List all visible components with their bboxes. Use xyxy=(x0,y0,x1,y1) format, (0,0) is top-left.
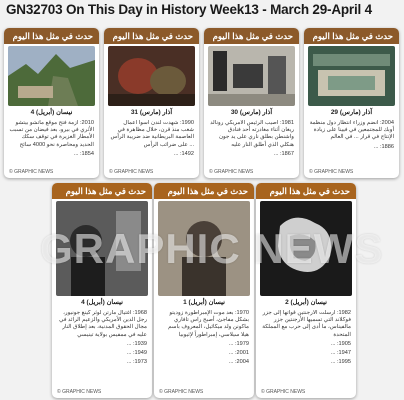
haile-selassie-photo xyxy=(158,201,250,296)
card-text xyxy=(109,120,194,164)
card-date: 4 نيسان (أبريل) xyxy=(81,299,123,306)
card-text xyxy=(309,120,394,164)
credit-label: © GRAPHIC NEWS xyxy=(9,169,54,175)
machu-picchu-photo xyxy=(8,46,95,106)
credit-label: © GRAPHIC NEWS xyxy=(309,169,354,175)
mlk-photo xyxy=(56,201,148,296)
event-paragraph: 1979: ... xyxy=(228,340,249,347)
card-date: 31 آذار (مارس) xyxy=(130,109,173,116)
card-header: حدث في مثل هذا اليوم xyxy=(204,28,299,44)
history-card[interactable] xyxy=(304,28,399,178)
card-header: حدث في مثل هذا اليوم xyxy=(304,28,399,44)
card-date: 4 نيسان (أبريل) xyxy=(30,109,73,116)
page-title: GN32703 On This Day in History Week13 - March 29-April 4 xyxy=(6,2,372,17)
event-paragraph: 1949: ... xyxy=(126,350,147,357)
event-paragraph: 1968: اغتيال مارتن لوثر كينغ جونيور، رجل الدين الأمريكي والزعيم الرائد في مجال الحقوق المدنية، بعد إطلاق النار عليه في ممفيس بولاية تينيسي xyxy=(59,310,147,338)
credit-label: © GRAPHIC NEWS xyxy=(209,169,254,175)
event-paragraph: 1982: أرسلت الأرجنتين قواتها إلى جزر فوكلاند التي تسميها الأرجنتين جزر مالفيناس، ما أدى إلى حرب مع المملكة المتحدة xyxy=(262,310,351,338)
event-paragraph: 2001: ... xyxy=(228,350,249,357)
credit-label: © GRAPHIC NEWS xyxy=(261,389,306,395)
card-header: حدث في مثل هذا اليوم xyxy=(4,28,99,44)
riot-photo xyxy=(108,46,195,106)
history-card[interactable] xyxy=(4,28,99,178)
event-paragraph: 1854: ... xyxy=(73,150,94,157)
event-paragraph: 1867: ... xyxy=(273,150,294,157)
card-date: 29 آذار (مارس) xyxy=(330,109,373,116)
history-card[interactable] xyxy=(256,183,356,398)
card-date: 2 نيسان (أبريل) xyxy=(285,299,327,306)
event-paragraph: 1970: بعد موت الإمبراطورة زوديتو بشكل مفاجئ، أصبح راس تافاري ماكونن ولد ميكائيل، المعروف باسم هيلا سيلاسي، إمبراطوراً لإثيوبيا xyxy=(168,310,249,338)
card-header: حدث في مثل هذا اليوم xyxy=(154,183,254,199)
event-paragraph: 1886: ... xyxy=(373,143,394,150)
event-paragraph: 2004: انضم وزراء انتظار دول منظمة أوبك للمجتمعين في فيينا على زيادة الإنتاج في قرار ... في العالم xyxy=(309,120,394,141)
opec-meeting-photo xyxy=(308,46,395,106)
event-paragraph: 2004: ... xyxy=(228,359,249,366)
event-paragraph: 1939: ... xyxy=(126,340,147,347)
falklands-map-photo xyxy=(260,201,352,296)
card-date: 30 آذار (مارس) xyxy=(230,109,273,116)
card-text xyxy=(57,310,147,384)
event-paragraph: 1995: ... xyxy=(330,359,351,366)
card-text xyxy=(209,120,294,164)
history-card[interactable] xyxy=(104,28,199,178)
history-card[interactable] xyxy=(52,183,152,398)
card-header: حدث في مثل هذا اليوم xyxy=(256,183,356,199)
credit-label: © GRAPHIC NEWS xyxy=(57,389,102,395)
event-paragraph: 1973: ... xyxy=(126,359,147,366)
history-card[interactable] xyxy=(154,183,254,398)
credit-label: © GRAPHIC NEWS xyxy=(109,169,154,175)
history-card[interactable] xyxy=(204,28,299,178)
card-header: حدث في مثل هذا اليوم xyxy=(104,28,199,44)
card-text xyxy=(261,310,351,384)
card-date: 1 نيسان (أبريل) xyxy=(183,299,225,306)
card-text xyxy=(159,310,249,384)
reagan-shooting-photo xyxy=(208,46,295,106)
card-text xyxy=(9,120,94,164)
watermark: GRAPHIC NEWS xyxy=(40,225,384,272)
credit-label: © GRAPHIC NEWS xyxy=(159,389,204,395)
event-paragraph: 1981: أصيب الرئيس الأمريكي رونالد ريغان أثناء مغادرته أحد فنادق واشنطن بطلق ناري على يد جون هنكلي الذي أطلق النار عليه xyxy=(210,120,294,148)
event-paragraph: 1990: شهدت لندن أسوأ أعمال شغب منذ قرن، خلال مظاهرة في العاصمة البريطانية ضد ضريبة الرأس ... على ضرائب الرأس xyxy=(110,120,194,148)
event-paragraph: 1905: ... xyxy=(330,340,351,347)
event-paragraph: 2010: أزمة فتح موقع ماتشو بيتشو الأثري في بيرو، بعد فيضان من تسبب الأمطار الغزيرة في توقف سكك الحديد ومحاصرة نحو 4000 سائح xyxy=(9,120,94,148)
event-paragraph: 1492: ... xyxy=(173,150,194,157)
card-header: حدث في مثل هذا اليوم xyxy=(52,183,152,199)
event-paragraph: 1947: ... xyxy=(330,350,351,357)
